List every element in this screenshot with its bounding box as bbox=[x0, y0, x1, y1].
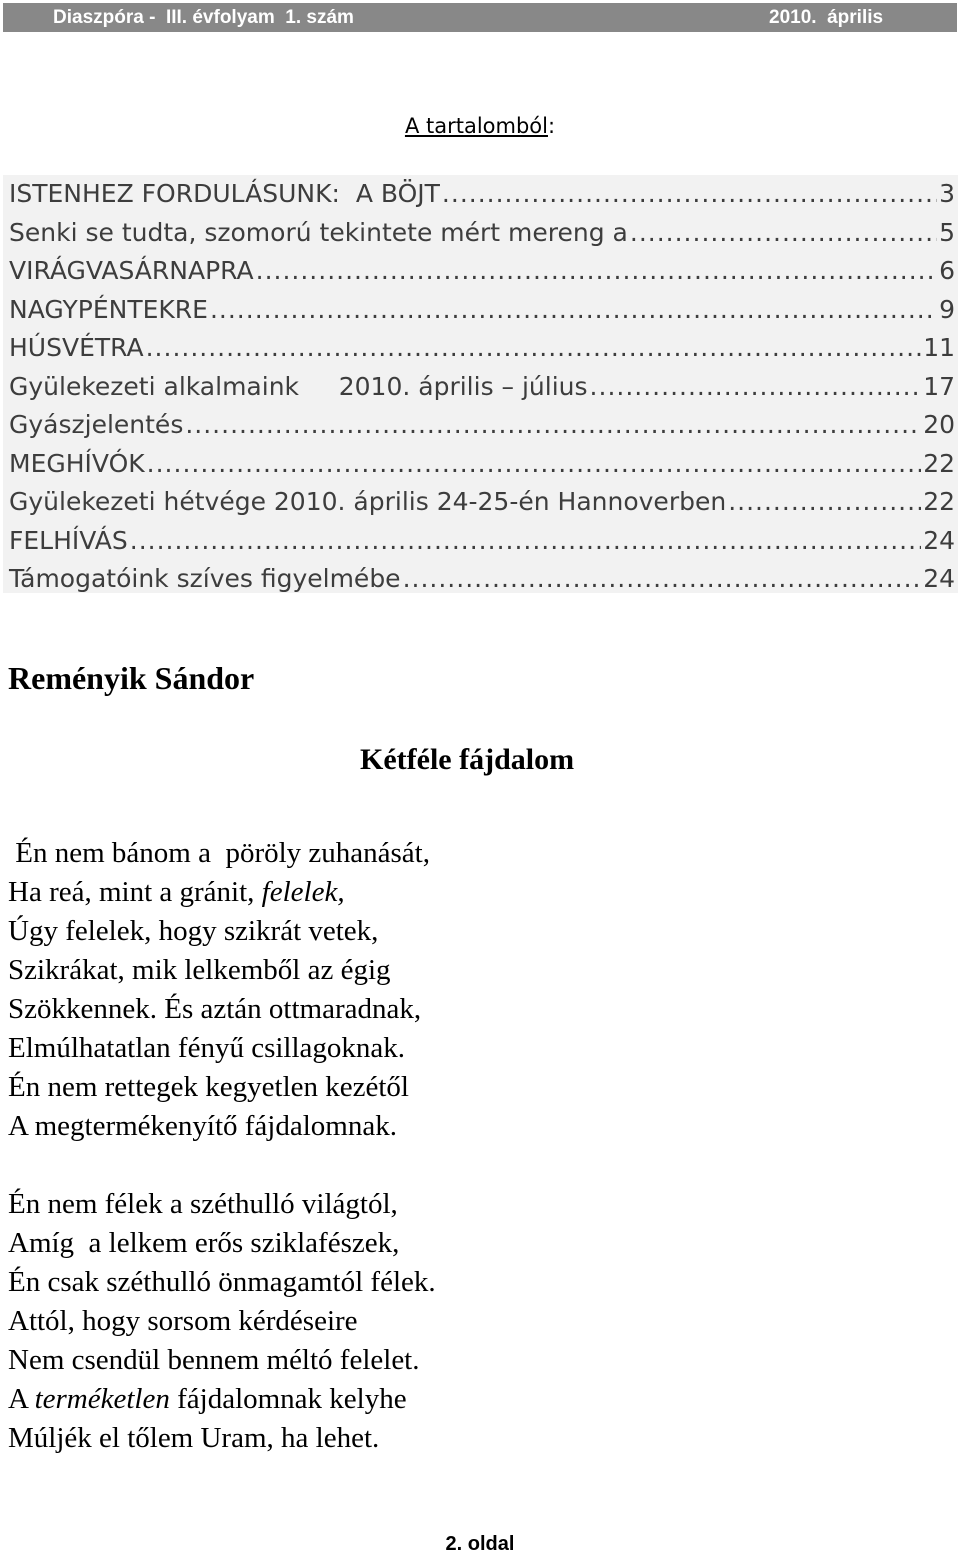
toc-entry-title: Támogatóink szíves figyelmébe bbox=[9, 564, 401, 593]
page-header bbox=[3, 3, 957, 32]
poem-line-italic: felelek, bbox=[261, 876, 345, 908]
toc-leader bbox=[185, 406, 921, 445]
header-date: 2010. április bbox=[769, 7, 884, 28]
poem-line: Amíg a lelkem erős sziklafészek, bbox=[8, 1227, 400, 1259]
poem-line: Nem csendül bennem méltó felelet. bbox=[8, 1344, 420, 1376]
toc-entry-title: Gyászjelentés bbox=[9, 410, 184, 439]
toc-leader bbox=[590, 368, 922, 407]
header-issue: Diaszpóra - III. évfolyam 1. szám bbox=[53, 7, 354, 28]
poem-line-text: fájdalomnak kelyhe bbox=[169, 1383, 407, 1415]
toc-entry-page: 5 bbox=[939, 217, 955, 247]
poem-line: Szikrákat, mik lelkemből az égig bbox=[8, 954, 391, 986]
toc-entry[interactable] bbox=[3, 522, 958, 561]
toc-entry-page: 20 bbox=[923, 410, 955, 439]
toc-entry-page: 17 bbox=[923, 371, 955, 401]
toc-entry-page: 9 bbox=[939, 294, 955, 324]
poem-line-italic: terméketlen bbox=[34, 1383, 170, 1415]
toc-entry-title: Gyülekezeti hétvége 2010. április 24-25-én Hannoverben bbox=[9, 487, 727, 516]
toc-leader bbox=[403, 560, 922, 599]
toc-leader bbox=[210, 291, 937, 330]
poem-author: Reményik Sándor bbox=[8, 660, 255, 696]
page-number: 2. oldal bbox=[445, 1533, 515, 1555]
poem-line: Múljék el tőlem Uram, ha lehet. bbox=[8, 1422, 380, 1454]
toc-leader bbox=[146, 329, 922, 368]
toc-entry-page: 3 bbox=[939, 179, 955, 208]
poem-line: Én nem bánom a pöröly zuhanását, bbox=[8, 837, 430, 869]
poem-line: Attól, hogy sorsom kérdéseire bbox=[8, 1305, 358, 1337]
poem-line: Elmúlhatatlan fényű csillagoknak. bbox=[8, 1032, 406, 1064]
poem-line: A megtermékenyítő fájdalomnak. bbox=[8, 1110, 397, 1142]
poem-line: Én csak széthulló önmagamtól félek. bbox=[8, 1266, 436, 1298]
toc-entry-page: 6 bbox=[939, 256, 955, 285]
toc-entry-title: VIRÁGVASÁRNAPRA bbox=[9, 256, 254, 285]
toc-leader bbox=[442, 175, 937, 214]
poem-stanza-2 bbox=[8, 1185, 436, 1458]
toc-entry-title: HÚSVÉTRA bbox=[9, 333, 144, 362]
toc-leader bbox=[130, 522, 921, 561]
poem-line: Szökkennek. És aztán ottmaradnak, bbox=[8, 993, 422, 1025]
toc-entry[interactable] bbox=[3, 368, 958, 407]
toc-leader bbox=[728, 483, 921, 522]
toc-entry[interactable] bbox=[3, 175, 958, 214]
toc-entry-page: 11 bbox=[923, 333, 955, 362]
toc-leader bbox=[147, 445, 922, 484]
poem-line: Úgy felelek, hogy szikrát vetek, bbox=[8, 915, 379, 947]
toc-entry-title: MEGHÍVÓK bbox=[9, 448, 145, 478]
poem-title: Kétféle fájdalom bbox=[360, 743, 575, 776]
poem-stanza-1 bbox=[8, 834, 430, 1146]
toc-leader bbox=[256, 252, 937, 291]
toc-entry[interactable] bbox=[3, 483, 958, 522]
table-of-contents bbox=[3, 175, 958, 593]
toc-entry-page: 24 bbox=[923, 525, 955, 555]
toc-entry-page: 22 bbox=[923, 487, 955, 516]
toc-entry-page: 24 bbox=[923, 564, 955, 593]
poem-line: Én nem rettegek kegyetlen kezétől bbox=[8, 1071, 409, 1103]
toc-entry-title: NAGYPÉNTEKRE bbox=[9, 294, 208, 324]
toc-entry[interactable] bbox=[3, 560, 958, 599]
toc-entry[interactable] bbox=[3, 445, 958, 484]
toc-entry-title: ISTENHEZ FORDULÁSUNK: A BÖJT bbox=[9, 179, 440, 208]
toc-entry-title: FELHÍVÁS bbox=[9, 525, 128, 555]
poem-line bbox=[8, 1380, 436, 1419]
toc-entry-title: Gyülekezeti alkalmaink 2010. április – július bbox=[9, 371, 588, 401]
poem-line: Én nem félek a széthulló világtól, bbox=[8, 1188, 398, 1220]
toc-entry-title: Senki se tudta, szomorú tekintete mért mereng a bbox=[9, 217, 628, 247]
toc-entry[interactable] bbox=[3, 214, 958, 253]
toc-leader bbox=[630, 214, 937, 253]
poem-line-text: Ha reá, mint a gránit, bbox=[8, 876, 262, 908]
toc-title-colon: : bbox=[547, 114, 556, 138]
toc-title-text: A tartalomból bbox=[404, 114, 548, 138]
toc-entry[interactable] bbox=[3, 329, 958, 368]
poem-line bbox=[8, 873, 430, 912]
toc-entry[interactable] bbox=[3, 252, 958, 291]
toc-entry[interactable] bbox=[3, 291, 958, 330]
toc-entry[interactable] bbox=[3, 406, 958, 445]
poem-line-text: A bbox=[8, 1383, 35, 1415]
toc-title bbox=[0, 114, 960, 138]
toc-entry-page: 22 bbox=[923, 448, 955, 478]
